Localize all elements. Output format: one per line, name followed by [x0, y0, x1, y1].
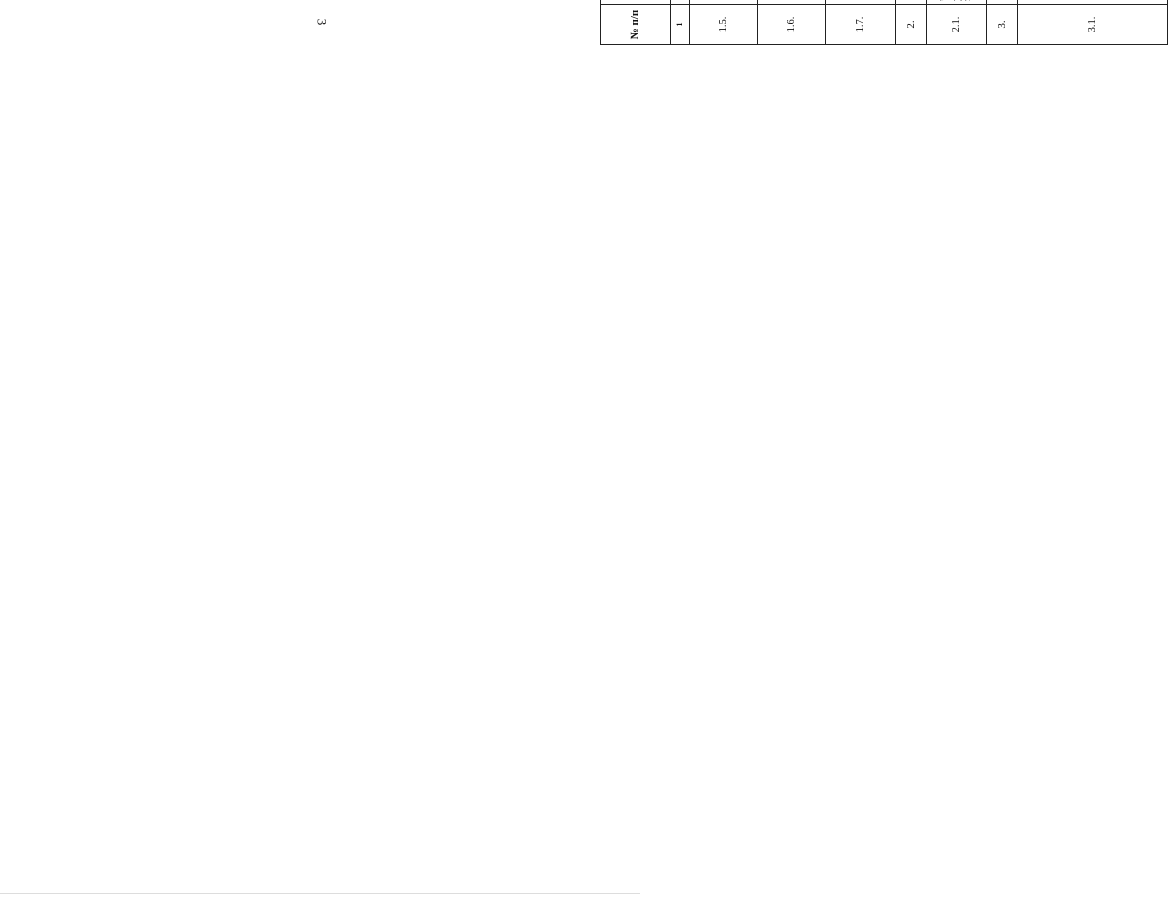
- rotated-table-container: [600, 0, 1105, 45]
- header-row-top: [601, 0, 626, 45]
- section-title: [987, 0, 1018, 5]
- indicator-name: [826, 0, 896, 5]
- table-row: [927, 0, 987, 45]
- target-indicators-table: [600, 0, 1168, 45]
- index-cell: [671, 0, 690, 5]
- row-number: 1.7.: [826, 5, 896, 45]
- section-title: [896, 0, 927, 5]
- row-number: 3.1.: [1018, 5, 1168, 45]
- section-number: 3.: [987, 5, 1018, 45]
- col-header-num: № п/п: [601, 5, 671, 45]
- row-number: 2.1.: [927, 5, 987, 45]
- row-number: 1.6.: [758, 5, 826, 45]
- indicator-name: [927, 0, 987, 5]
- page-bottom-divider: [0, 893, 640, 894]
- table-row: [826, 0, 896, 45]
- index-row: [671, 0, 690, 45]
- table-row: [690, 0, 758, 45]
- indicator-name: [690, 0, 758, 5]
- indicator-name: [758, 0, 826, 5]
- section-number: 2.: [896, 5, 927, 45]
- row-number: 1.5.: [690, 5, 758, 45]
- index-cell: 1: [671, 5, 690, 45]
- section-row: [896, 0, 927, 45]
- indicator-name: [1018, 0, 1168, 5]
- section-row: [987, 0, 1018, 45]
- table-row: [1018, 0, 1168, 45]
- table-row: [758, 0, 826, 45]
- col-header-indicator: [601, 0, 671, 5]
- page-number: 3: [314, 18, 330, 26]
